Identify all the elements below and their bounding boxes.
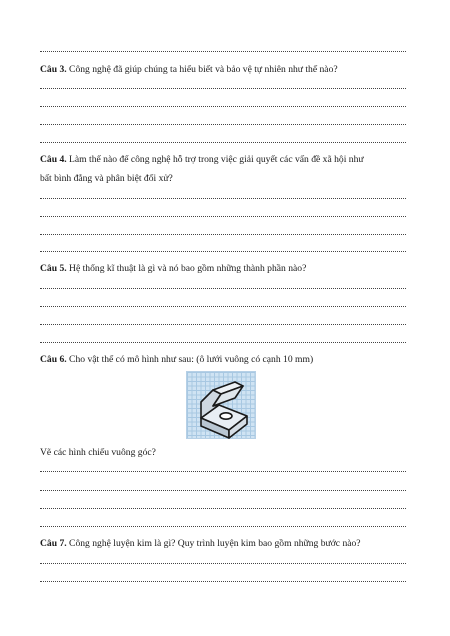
question-4 <box>40 150 410 188</box>
answer-line <box>40 142 406 144</box>
question-text: Công nghệ luyện kim là gì? Quy trình luyện kim bao gồm những bước nào? <box>66 538 361 549</box>
answer-line <box>40 306 406 308</box>
instruction-text: Vẽ các hình chiếu vuông góc? <box>40 447 156 458</box>
question-6 <box>40 350 410 369</box>
answer-line <box>40 88 406 90</box>
question-text: Công nghệ đã giúp chúng ta hiểu biết và bảo vệ tự nhiên như thế nào? <box>66 64 338 75</box>
question-text: Làm thế nào để công nghệ hỗ trợ trong việc giải quyết các vấn đề xã hội như <box>66 154 364 165</box>
answer-line <box>40 124 406 126</box>
answer-line <box>40 581 406 583</box>
question-number: Câu 6. <box>40 354 67 365</box>
answer-line <box>40 490 406 492</box>
question-text-continued: bất bình đẳng và phân biệt đối xử? <box>40 173 173 184</box>
question-text: Hệ thống kĩ thuật là gì và nó bao gồm những thành phần nào? <box>66 263 307 274</box>
isometric-model-figure <box>186 371 256 439</box>
answer-line <box>40 471 406 473</box>
isometric-block-with-hole-icon <box>187 372 257 440</box>
question-number: Câu 3. <box>40 64 67 75</box>
answer-line <box>40 234 406 236</box>
question-3 <box>40 60 410 79</box>
answer-line <box>40 508 406 510</box>
question-number: Câu 5. <box>40 263 67 274</box>
question-number: Câu 4. <box>40 154 67 165</box>
answer-line <box>40 251 406 253</box>
question-text: Cho vật thể có mô hình như sau: (ô lưới vuông có cạnh 10 mm) <box>66 354 314 365</box>
answer-line <box>40 106 406 108</box>
answer-line <box>40 324 406 326</box>
answer-line <box>40 51 406 53</box>
answer-line <box>40 342 406 344</box>
answer-line <box>40 216 406 218</box>
answer-line <box>40 198 406 200</box>
question-number: Câu 7. <box>40 538 67 549</box>
answer-line <box>40 288 406 290</box>
question-5 <box>40 259 410 278</box>
drawing-instruction <box>40 443 410 462</box>
question-7 <box>40 534 410 553</box>
answer-line <box>40 563 406 565</box>
answer-line <box>40 526 406 528</box>
